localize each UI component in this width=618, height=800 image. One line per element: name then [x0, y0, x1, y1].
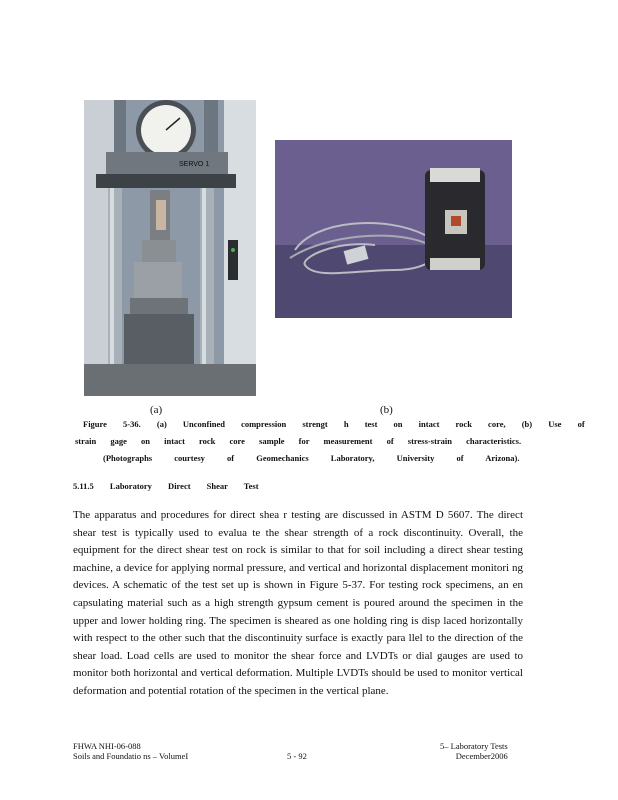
footer-left	[73, 741, 188, 761]
footer-volume-title: Soils and Foundatio ns – VolumeI	[73, 751, 189, 761]
photo-strain-gage-core	[275, 140, 512, 318]
figure-label-a: (a)	[150, 404, 163, 416]
footer-date: December2006	[455, 751, 508, 761]
gauge-label: SERVO 1	[179, 161, 210, 168]
footer-right	[440, 741, 508, 761]
caption-line-3: (Photographs courtesy of Geomechanics Laboratory, University of Arizona).	[103, 453, 520, 463]
figure-label-b: (b)	[380, 404, 393, 416]
caption-line-1: Figure 5-36. (a) Unconfined compression strengt h test on intact rock core, (b) Use of	[83, 419, 585, 429]
strain-gage-illustration	[275, 140, 512, 318]
footer-document-number: FHWA NHI-06-088	[73, 741, 141, 751]
section-heading: 5.11.5 Laboratory Direct Shear Test	[73, 481, 259, 491]
body-paragraph: The apparatus and procedures for direct shea r testing are discussed in ASTM D 5607. The direct shear test is typically used to evalua te the shear strength of a rock discontinuity. Overall, the equipment for the direct shear test on rock is similar to that for soil including a direct shear testing machine, a device for applying normal pressure, and vertical and horizontal displacement monitori ng devices. A schematic of the test set up is shown in Figure 5-37. For testing rock specimens, an en capsulating material such as a high strength gypsum cement is poured around the specimen in the upper and lower holding ring. The specimen is sheared as one holding ring is disp laced horizontally with respect to the other such that the discontinuity surface is exactly para llel to the direction of the shear load. Load cells are used to monitor the shear force and LVDTs or dial gauges are used to monitor both horizontal and vertical deformation. Multiple LVDTs should be used to monitor vertical deformation and potential rotation of the specimen in the vertical plane.	[73, 509, 523, 697]
photo-compression-machine	[84, 100, 256, 396]
caption-line-2: strain gage on intact rock core sample for measurement of stress-strain characteristics.	[75, 436, 522, 446]
footer-page-number: 5 - 92	[287, 751, 307, 761]
compression-machine-illustration	[84, 100, 256, 396]
footer-chapter: 5– Laboratory Tests	[440, 741, 508, 751]
